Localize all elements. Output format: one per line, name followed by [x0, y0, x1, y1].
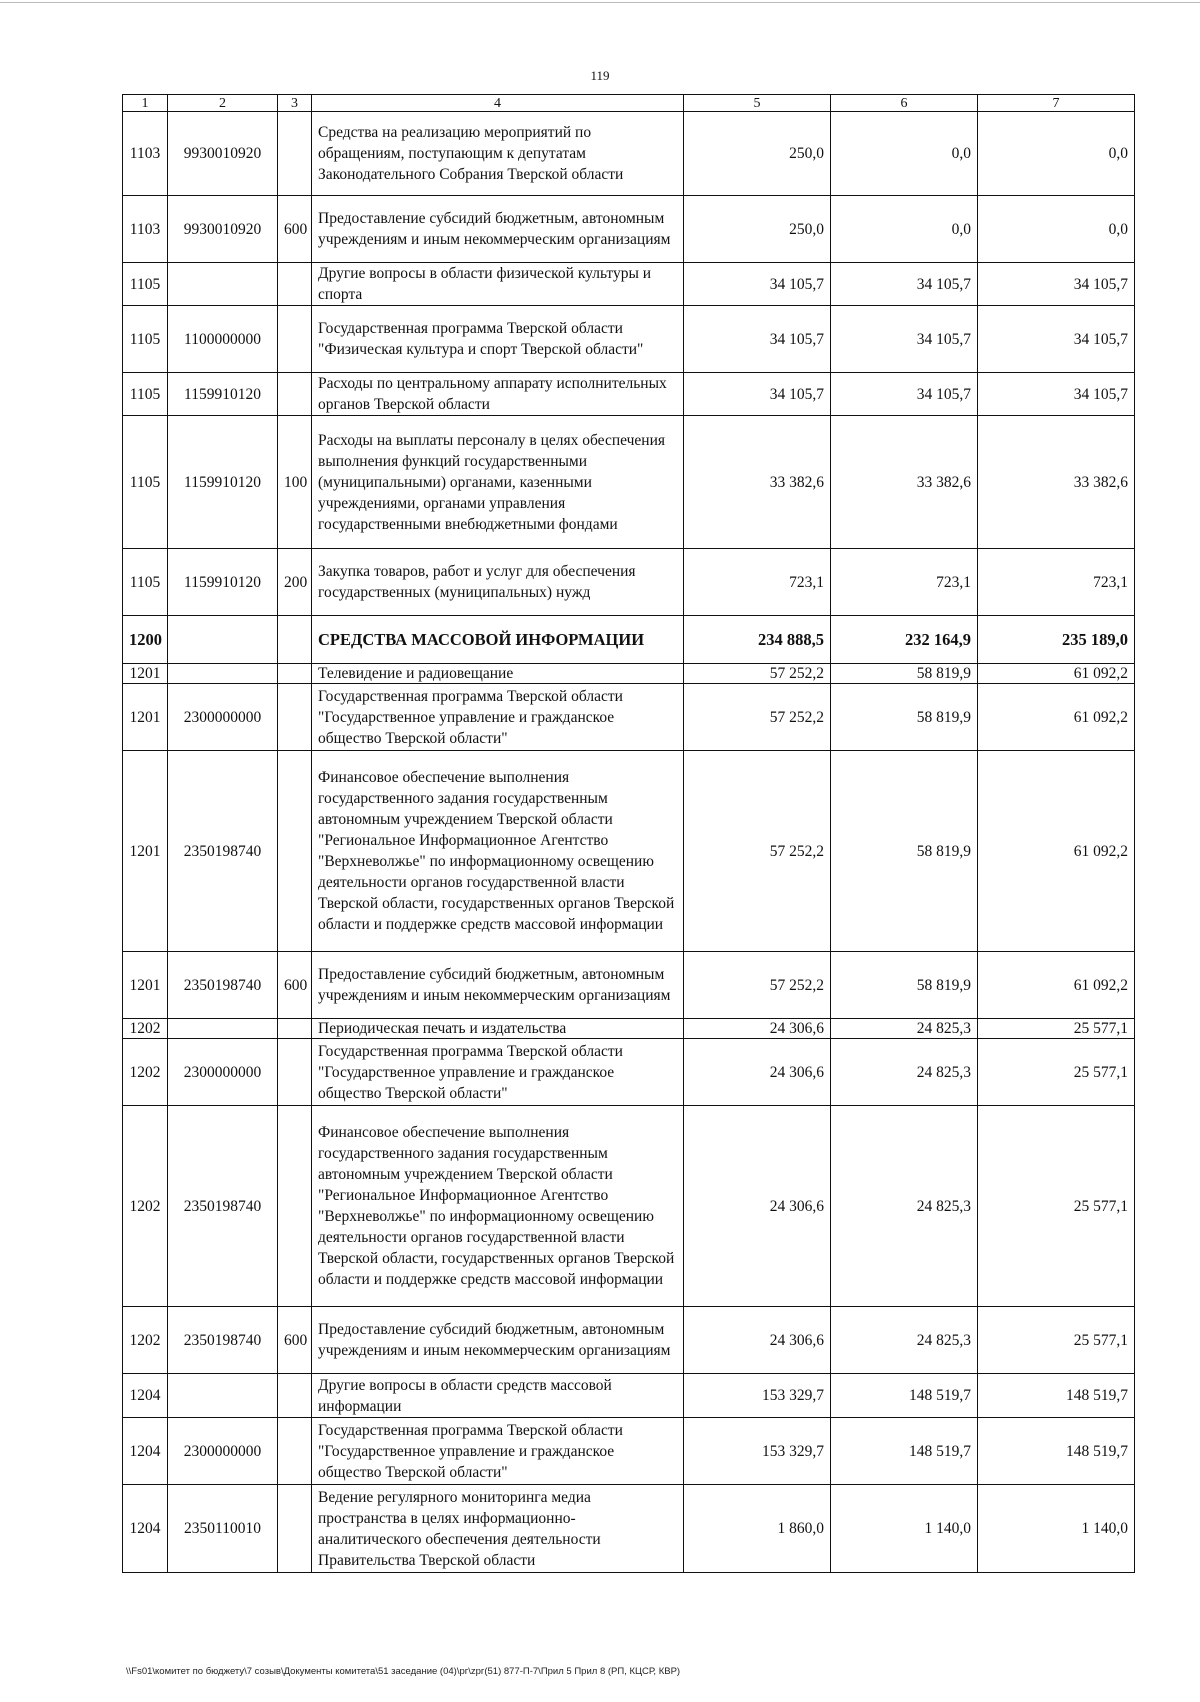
target-article-code: 2350198740 [168, 1106, 278, 1307]
table-row [123, 1374, 1135, 1418]
table-row [123, 1019, 1135, 1039]
section-code: 1202 [123, 1307, 168, 1374]
amount-col6: 0,0 [831, 196, 978, 263]
target-article-code: 2350110010 [168, 1485, 278, 1573]
amount-col6: 58 819,9 [831, 684, 978, 751]
item-name: Финансовое обеспечение выполнения государственного задания государственным автономным учреждением Тверской области "Региональное Информационное Агентство "Верхневолжье" по информационному освещению деятельности органов государственной власти Тверской области, государственных органов Тверской области и поддержке средств массовой информации [312, 751, 684, 952]
amount-col5: 153 329,7 [684, 1418, 831, 1485]
expense-kind-code [278, 684, 312, 751]
target-article-code [168, 616, 278, 664]
expense-kind-code: 600 [278, 196, 312, 263]
amount-col7: 25 577,1 [978, 1039, 1135, 1106]
target-article-code [168, 664, 278, 684]
amount-col6: 232 164,9 [831, 616, 978, 664]
target-article-code: 2300000000 [168, 1418, 278, 1485]
amount-col6: 33 382,6 [831, 416, 978, 549]
item-name: Предоставление субсидий бюджетным, автономным учреждениям и иным некоммерческим организациям [312, 196, 684, 263]
amount-col5: 24 306,6 [684, 1019, 831, 1039]
amount-col5: 33 382,6 [684, 416, 831, 549]
amount-col6: 58 819,9 [831, 952, 978, 1019]
item-name: Ведение регулярного мониторинга медиа пространства в целях информационно-аналитического обеспечения деятельности Правительства Тверской области [312, 1485, 684, 1573]
table-row [123, 1485, 1135, 1573]
amount-col6: 0,0 [831, 112, 978, 196]
expense-kind-code [278, 1106, 312, 1307]
amount-col7: 0,0 [978, 196, 1135, 263]
amount-col5: 24 306,6 [684, 1039, 831, 1106]
target-article-code [168, 1374, 278, 1418]
table-row [123, 112, 1135, 196]
amount-col6: 34 105,7 [831, 263, 978, 306]
expense-kind-code: 200 [278, 549, 312, 616]
expense-kind-code [278, 1374, 312, 1418]
amount-col6: 24 825,3 [831, 1106, 978, 1307]
amount-col7: 61 092,2 [978, 664, 1135, 684]
item-name: Государственная программа Тверской области "Физическая культура и спорт Тверской области" [312, 306, 684, 373]
target-article-code [168, 263, 278, 306]
section-code: 1201 [123, 751, 168, 952]
item-name: Закупка товаров, работ и услуг для обеспечения государственных (муниципальных) нужд [312, 549, 684, 616]
item-name: Средства на реализацию мероприятий по обращениям, поступающим к депутатам Законодательного Собрания Тверской области [312, 112, 684, 196]
item-name: Предоставление субсидий бюджетным, автономным учреждениям и иным некоммерческим организациям [312, 1307, 684, 1374]
amount-col6: 34 105,7 [831, 373, 978, 416]
table-row [123, 952, 1135, 1019]
amount-col5: 57 252,2 [684, 664, 831, 684]
item-name: Телевидение и радиовещание [312, 664, 684, 684]
amount-col7: 61 092,2 [978, 751, 1135, 952]
expense-kind-code: 600 [278, 952, 312, 1019]
expense-kind-code [278, 1019, 312, 1039]
budget-table [122, 94, 1135, 1573]
section-code: 1201 [123, 952, 168, 1019]
target-article-code: 2300000000 [168, 1039, 278, 1106]
amount-col7: 61 092,2 [978, 684, 1135, 751]
amount-col6: 58 819,9 [831, 664, 978, 684]
item-name: Другие вопросы в области физической культуры и спорта [312, 263, 684, 306]
table-row-section-total [123, 616, 1135, 664]
amount-col6: 148 519,7 [831, 1418, 978, 1485]
amount-col6: 24 825,3 [831, 1307, 978, 1374]
amount-col5: 1 860,0 [684, 1485, 831, 1573]
amount-col7: 34 105,7 [978, 306, 1135, 373]
section-code: 1105 [123, 549, 168, 616]
page-number: 119 [590, 68, 610, 83]
item-name: Периодическая печать и издательства [312, 1019, 684, 1039]
column-header: 7 [978, 95, 1135, 112]
scan-edge-line [0, 2, 1200, 3]
item-name: Расходы на выплаты персоналу в целях обеспечения выполнения функций государственными (муниципальными) органами, казенными учреждениями, органами управления государственными внебюджетными фондами [312, 416, 684, 549]
target-article-code: 2350198740 [168, 1307, 278, 1374]
amount-col5: 250,0 [684, 112, 831, 196]
item-name: СРЕДСТВА МАССОВОЙ ИНФОРМАЦИИ [312, 616, 684, 664]
target-article-code: 1159910120 [168, 416, 278, 549]
amount-col7: 25 577,1 [978, 1307, 1135, 1374]
target-article-code: 1159910120 [168, 549, 278, 616]
item-name: Финансовое обеспечение выполнения государственного задания государственным автономным учреждением Тверской области "Региональное Информационное Агентство "Верхневолжье" по информационному освещению деятельности органов государственной власти Тверской области, государственных органов Тверской области и поддержке средств массовой информации [312, 1106, 684, 1307]
amount-col5: 34 105,7 [684, 263, 831, 306]
table-row [123, 263, 1135, 306]
target-article-code: 9930010920 [168, 112, 278, 196]
expense-kind-code [278, 1039, 312, 1106]
amount-col5: 723,1 [684, 549, 831, 616]
amount-col7: 148 519,7 [978, 1418, 1135, 1485]
amount-col6: 58 819,9 [831, 751, 978, 952]
section-code: 1103 [123, 196, 168, 263]
section-code: 1201 [123, 664, 168, 684]
expense-kind-code: 100 [278, 416, 312, 549]
expense-kind-code [278, 306, 312, 373]
column-header: 6 [831, 95, 978, 112]
amount-col7: 148 519,7 [978, 1374, 1135, 1418]
amount-col6: 723,1 [831, 549, 978, 616]
amount-col5: 57 252,2 [684, 952, 831, 1019]
amount-col5: 57 252,2 [684, 684, 831, 751]
expense-kind-code [278, 1485, 312, 1573]
amount-col5: 24 306,6 [684, 1106, 831, 1307]
target-article-code: 2300000000 [168, 684, 278, 751]
expense-kind-code [278, 263, 312, 306]
item-name: Государственная программа Тверской области "Государственное управление и гражданское общество Тверской области" [312, 1039, 684, 1106]
section-code: 1204 [123, 1418, 168, 1485]
expense-kind-code [278, 616, 312, 664]
expense-kind-code [278, 1418, 312, 1485]
expense-kind-code [278, 664, 312, 684]
target-article-code: 1100000000 [168, 306, 278, 373]
column-header: 2 [168, 95, 278, 112]
amount-col5: 250,0 [684, 196, 831, 263]
amount-col5: 24 306,6 [684, 1307, 831, 1374]
amount-col5: 153 329,7 [684, 1374, 831, 1418]
table-row [123, 196, 1135, 263]
section-code: 1202 [123, 1039, 168, 1106]
amount-col6: 24 825,3 [831, 1039, 978, 1106]
table-row [123, 1418, 1135, 1485]
column-header: 5 [684, 95, 831, 112]
item-name: Государственная программа Тверской области "Государственное управление и гражданское общество Тверской области" [312, 684, 684, 751]
section-code: 1202 [123, 1106, 168, 1307]
amount-col5: 34 105,7 [684, 306, 831, 373]
amount-col7: 34 105,7 [978, 263, 1135, 306]
amount-col7: 235 189,0 [978, 616, 1135, 664]
expense-kind-code [278, 112, 312, 196]
section-code: 1105 [123, 306, 168, 373]
table-row [123, 1106, 1135, 1307]
item-name: Расходы по центральному аппарату исполнительных органов Тверской области [312, 373, 684, 416]
table-row [123, 306, 1135, 373]
amount-col7: 25 577,1 [978, 1019, 1135, 1039]
amount-col7: 0,0 [978, 112, 1135, 196]
section-code: 1201 [123, 684, 168, 751]
expense-kind-code: 600 [278, 1307, 312, 1374]
amount-col7: 25 577,1 [978, 1106, 1135, 1307]
item-name: Предоставление субсидий бюджетным, автономным учреждениям и иным некоммерческим организациям [312, 952, 684, 1019]
amount-col5: 57 252,2 [684, 751, 831, 952]
table-row [123, 373, 1135, 416]
section-code: 1105 [123, 416, 168, 549]
table-row [123, 1039, 1135, 1106]
amount-col5: 34 105,7 [684, 373, 831, 416]
table-row [123, 1307, 1135, 1374]
section-code: 1200 [123, 616, 168, 664]
table-row [123, 664, 1135, 684]
target-article-code [168, 1019, 278, 1039]
section-code: 1204 [123, 1374, 168, 1418]
table-row [123, 549, 1135, 616]
section-code: 1105 [123, 373, 168, 416]
expense-kind-code [278, 373, 312, 416]
target-article-code: 9930010920 [168, 196, 278, 263]
column-number-row [123, 95, 1135, 112]
target-article-code: 1159910120 [168, 373, 278, 416]
amount-col6: 34 105,7 [831, 306, 978, 373]
amount-col5: 234 888,5 [684, 616, 831, 664]
item-name: Государственная программа Тверской области "Государственное управление и гражданское общество Тверской области" [312, 1418, 684, 1485]
target-article-code: 2350198740 [168, 751, 278, 952]
item-name: Другие вопросы в области средств массовой информации [312, 1374, 684, 1418]
expense-kind-code [278, 751, 312, 952]
column-header: 1 [123, 95, 168, 112]
column-header: 3 [278, 95, 312, 112]
amount-col7: 723,1 [978, 549, 1135, 616]
section-code: 1204 [123, 1485, 168, 1573]
amount-col7: 61 092,2 [978, 952, 1135, 1019]
section-code: 1103 [123, 112, 168, 196]
amount-col7: 33 382,6 [978, 416, 1135, 549]
column-header: 4 [312, 95, 684, 112]
amount-col7: 1 140,0 [978, 1485, 1135, 1573]
table-row [123, 684, 1135, 751]
table-row [123, 751, 1135, 952]
table-row [123, 416, 1135, 549]
section-code: 1202 [123, 1019, 168, 1039]
amount-col6: 24 825,3 [831, 1019, 978, 1039]
section-code: 1105 [123, 263, 168, 306]
file-path-footer: \\Fs01\комитет по бюджету\7 созыв\Документы комитета\51 заседание (04)\рг\zрг(51) 877-П-7\Прил 5 Прил 8 (РП, КЦСР, КВР) [126, 1666, 681, 1677]
amount-col6: 1 140,0 [831, 1485, 978, 1573]
amount-col7: 34 105,7 [978, 373, 1135, 416]
amount-col6: 148 519,7 [831, 1374, 978, 1418]
target-article-code: 2350198740 [168, 952, 278, 1019]
